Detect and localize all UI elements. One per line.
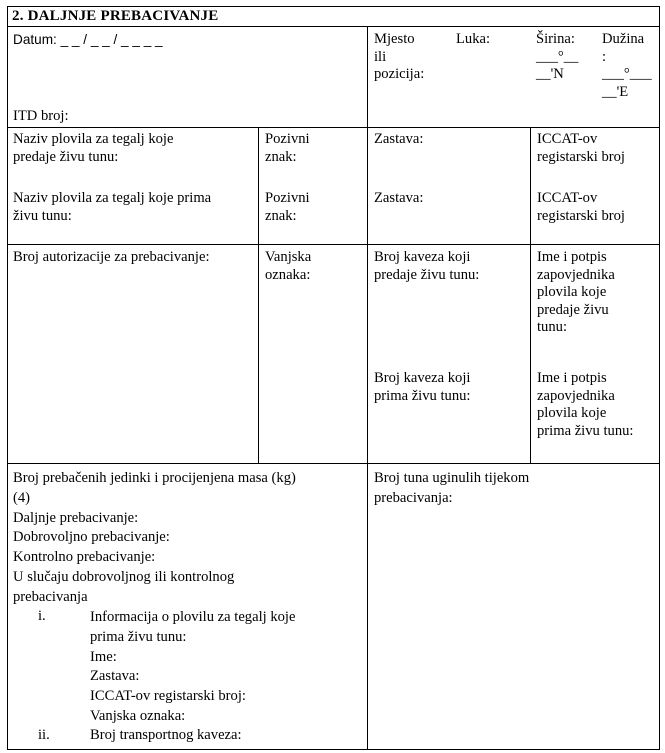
transfer-authorization-field[interactable]: Broj autorizacije za prebacivanje: [13,249,210,265]
conditional-note-cont: prebacivanja [13,588,88,605]
place-label: Mjesto ili pozicija: [374,31,425,82]
row1-divider [7,127,659,128]
conditional-note: U slučaju dobrovoljnog ili kontrolnog [13,568,235,585]
transferred-quantity-block [13,469,296,608]
giving-callsign-field[interactable]: Pozivni znak: [265,131,310,165]
transport-cage-number-field[interactable]: Broj transportnog kaveza: [90,727,242,743]
itd-number-field[interactable]: ITD broj: [13,108,69,124]
voluntary-transfer-field[interactable]: Dobrovoljno prebacivanje: [13,529,170,546]
col-divider-main [367,26,368,749]
receiving-vessel-iccat-input[interactable]: ICCAT-ov registarski broj: [90,688,246,705]
row3-divider [7,463,659,464]
dead-tuna-count-field[interactable]: Broj tuna uginulih tijekom prebacivanja: [374,470,530,506]
receiving-iccat-field[interactable]: ICCAT-ov registarski broj [537,190,625,224]
row2-divider [7,244,659,245]
col-divider-left [258,127,259,463]
footnote-ref: (4) [13,489,31,506]
quantity-mass-label: Broj prebačenih jedinki i procijenjena masa (kg) [13,470,296,486]
date-field[interactable]: Datum: _ _ / _ _ / _ _ _ _ [13,32,163,47]
item-ii-number: ii. [38,727,50,743]
giving-master-signature-field[interactable]: Ime i potpis zapovjednika plovila koje predaje živu tunu: [537,249,615,335]
receiving-master-signature-field[interactable]: Ime i potpis zapovjednika plovila koje prima živu tunu: [537,370,634,439]
receiving-vessel-external-mark-input[interactable]: Vanjska oznaka: [90,707,186,724]
receiving-callsign-field[interactable]: Pozivni znak: [265,190,310,224]
control-transfer-field[interactable]: Kontrolno prebacivanje: [13,549,156,566]
item-i-number: i. [38,608,46,624]
receiving-vessel-info-label-cont: prima živu tunu: [90,628,187,645]
receiving-vessel-info-label: Informacija o plovilu za tegalj koje [90,609,296,625]
giving-cage-number-field[interactable]: Broj kaveza koji predaje živu tunu: [374,249,480,283]
receiving-vessel-info-block [90,608,295,727]
further-transfer-field[interactable]: Daljnje prebacivanje: [13,509,139,526]
external-mark-field[interactable]: Vanjska oznaka: [265,249,312,283]
giving-vessel-name-field[interactable]: Naziv plovila za tegalj koje predaje živu tunu: [13,131,174,165]
giving-iccat-field[interactable]: ICCAT-ov registarski broj [537,131,625,165]
title-divider [7,26,659,27]
latitude-field[interactable]: Širina: ___°__ __'N [536,31,579,82]
receiving-vessel-name-input[interactable]: Ime: [90,648,117,665]
col-divider-right [530,127,531,463]
giving-flag-field[interactable]: Zastava: [374,131,424,147]
receiving-vessel-name-field[interactable]: Naziv plovila za tegalj koje prima živu tunu: [13,190,212,224]
section-title: 2. DALJNJE PREBACIVANJE [12,8,219,24]
longitude-field[interactable]: Dužina : ___°___ __'E [602,31,652,100]
port-label: Luka: [456,31,491,47]
receiving-vessel-flag-input[interactable]: Zastava: [90,668,140,685]
receiving-flag-field[interactable]: Zastava: [374,190,424,206]
receiving-cage-number-field[interactable]: Broj kaveza koji prima živu tunu: [374,370,471,404]
